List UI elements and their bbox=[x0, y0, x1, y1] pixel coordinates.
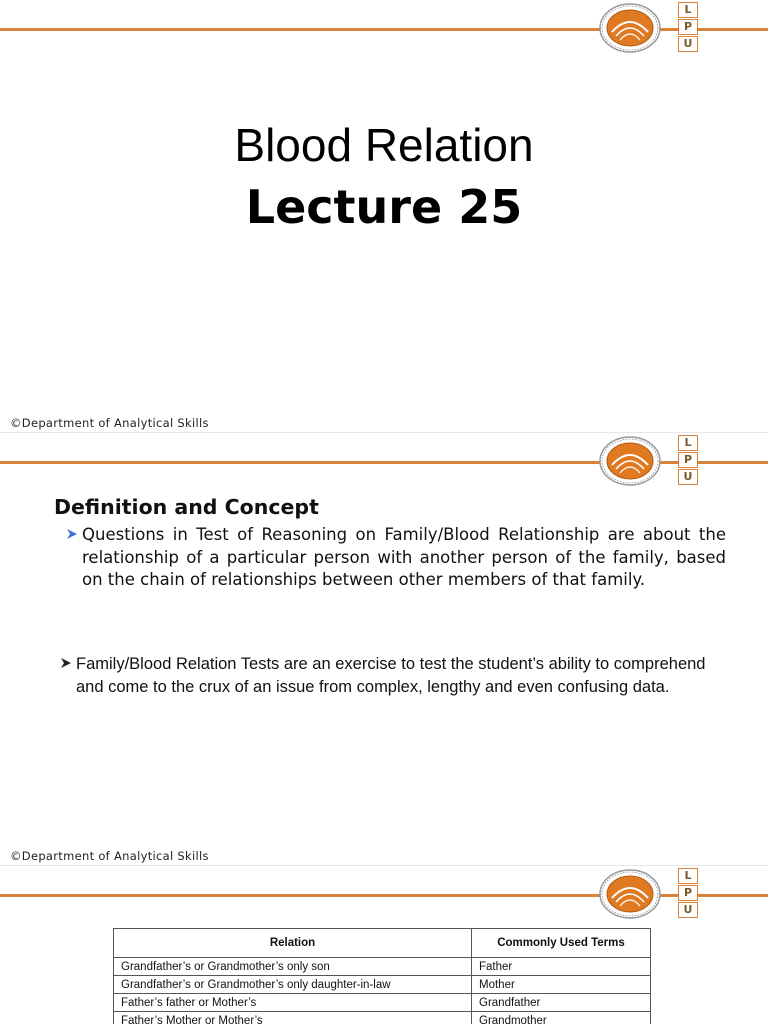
slide-title bbox=[0, 0, 768, 432]
lpu-logo bbox=[678, 868, 698, 919]
relation-cell: Father’s Mother or Mother’s bbox=[114, 1012, 472, 1024]
slide-definition bbox=[0, 433, 768, 865]
term-cell: Grandmother bbox=[472, 1012, 651, 1024]
arrow-bullet-icon bbox=[56, 653, 76, 670]
table-row bbox=[114, 1012, 651, 1024]
logo-letter: U bbox=[678, 902, 698, 918]
logo-letter: L bbox=[678, 2, 698, 18]
lpu-logo bbox=[678, 2, 698, 53]
slide-relations-table bbox=[0, 866, 768, 1024]
footer-text: ©Department of Analytical Skills bbox=[10, 849, 209, 863]
logo-letter: U bbox=[678, 36, 698, 52]
bullet-item bbox=[62, 524, 726, 592]
term-cell: Mother bbox=[472, 976, 651, 994]
relation-cell: Father’s father or Mother’s bbox=[114, 994, 472, 1012]
logo-letter: U bbox=[678, 469, 698, 485]
relation-cell: Grandfather’s or Grandmother’s only daughter-in-law bbox=[114, 976, 472, 994]
section-heading: Definition and Concept bbox=[54, 495, 319, 519]
relations-table bbox=[113, 928, 651, 1024]
arrow-bullet-icon bbox=[62, 524, 82, 541]
column-header-relation: Relation bbox=[114, 929, 472, 958]
logo-letter: P bbox=[678, 885, 698, 901]
slide-subtitle-text: Lecture 25 bbox=[245, 180, 523, 234]
table-row bbox=[114, 976, 651, 994]
table-row bbox=[114, 994, 651, 1012]
lpu-logo bbox=[678, 435, 698, 486]
term-cell: Father bbox=[472, 958, 651, 976]
university-seal-icon bbox=[598, 868, 662, 920]
logo-letter: L bbox=[678, 435, 698, 451]
bullet-item bbox=[56, 653, 726, 698]
university-seal-icon bbox=[598, 435, 662, 487]
term-cell: Grandfather bbox=[472, 994, 651, 1012]
relation-cell: Grandfather’s or Grandmother’s only son bbox=[114, 958, 472, 976]
table-row bbox=[114, 958, 651, 976]
column-header-terms: Commonly Used Terms bbox=[472, 929, 651, 958]
bullet-text: Family/Blood Relation Tests are an exercise to test the student’s ability to comprehend and come to the crux of an issue from complex, lengthy and even confusing data. bbox=[76, 655, 706, 696]
bullet-text: Questions in Test of Reasoning on Family/Blood Relationship are about the relationship of a particular person with another person of the family, based on the chain of relationships between other members of that family. bbox=[82, 525, 726, 589]
logo-letter: P bbox=[678, 19, 698, 35]
slide-title-text: Blood Relation bbox=[234, 119, 534, 171]
logo-letter: P bbox=[678, 452, 698, 468]
table-header-row bbox=[114, 929, 651, 958]
logo-letter: L bbox=[678, 868, 698, 884]
university-seal-icon bbox=[598, 2, 662, 54]
footer-text: ©Department of Analytical Skills bbox=[10, 416, 209, 430]
